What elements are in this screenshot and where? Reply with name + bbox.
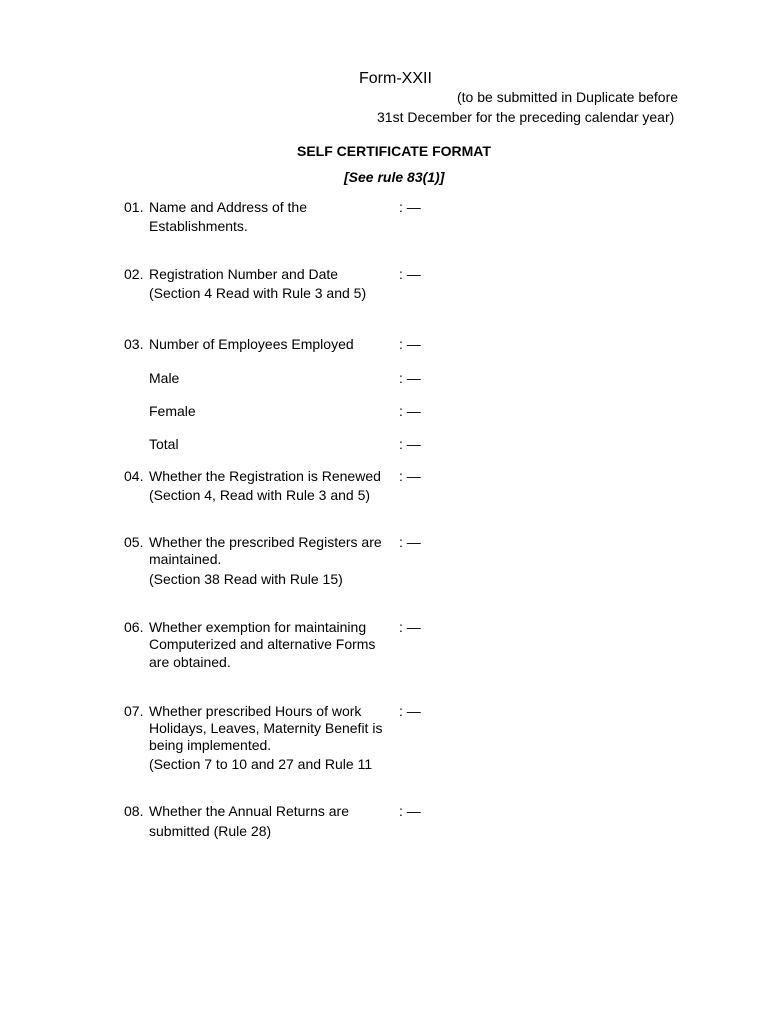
form-heading: SELF CERTIFICATE FORMAT — [297, 143, 491, 159]
item-separator: : — — [399, 803, 421, 819]
form-title: Form-XXII — [359, 70, 432, 87]
item-label-line: Male — [149, 370, 180, 386]
item-separator: : — — [399, 266, 421, 282]
item-label-line: (Section 7 to 10 and 27 and Rule 11 — [149, 756, 373, 772]
item-label-line: Registration Number and Date — [149, 266, 339, 282]
item-number: 04. — [124, 468, 144, 484]
item-label-line: Female — [149, 403, 196, 419]
submission-note-line-2: 31st December for the preceding calendar year) — [377, 109, 675, 125]
item-separator: : — — [399, 468, 421, 484]
item-number: 06. — [124, 619, 144, 635]
item-label-line: are obtained. — [149, 654, 231, 670]
submission-note-line-1: (to be submitted in Duplicate before — [457, 89, 679, 105]
item-number: 03. — [124, 336, 144, 352]
item-separator: : — — [399, 703, 421, 719]
item-number: 01. — [124, 199, 144, 215]
item-separator: : — — [399, 436, 421, 452]
item-separator: : — — [399, 619, 421, 635]
item-label-line: Name and Address of the — [149, 199, 307, 215]
item-separator: : — — [399, 370, 421, 386]
item-separator: : — — [399, 199, 421, 215]
item-separator: : — — [399, 534, 421, 550]
item-label-line: Whether prescribed Hours of work — [149, 703, 362, 719]
item-label-line: Number of Employees Employed — [149, 336, 354, 352]
item-separator: : — — [399, 403, 421, 419]
item-label-line: Holidays, Leaves, Maternity Benefit is — [149, 720, 383, 736]
item-number: 02. — [124, 266, 144, 282]
item-number: 05. — [124, 534, 144, 550]
item-label-line: submitted (Rule 28) — [149, 823, 272, 839]
item-label-line: (Section 4 Read with Rule 3 and 5) — [149, 285, 367, 301]
item-number: 07. — [124, 703, 144, 719]
item-separator: : — — [399, 336, 421, 352]
item-label-line: being implemented. — [149, 737, 272, 753]
rule-reference: [See rule 83(1)] — [344, 169, 445, 185]
item-label-line: Whether the Registration is Renewed — [149, 468, 381, 484]
item-label-line: Total — [149, 436, 179, 452]
item-label-line: Computerized and alternative Forms — [149, 636, 376, 652]
item-number: 08. — [124, 803, 144, 819]
item-label-line: (Section 38 Read with Rule 15) — [149, 571, 343, 587]
item-label-line: (Section 4, Read with Rule 3 and 5) — [149, 487, 371, 503]
item-label-line: Establishments. — [149, 218, 248, 234]
item-label-line: maintained. — [149, 551, 222, 567]
item-label-line: Whether exemption for maintaining — [149, 619, 367, 635]
item-label-line: Whether the prescribed Registers are — [149, 534, 382, 550]
item-label-line: Whether the Annual Returns are — [149, 803, 350, 819]
